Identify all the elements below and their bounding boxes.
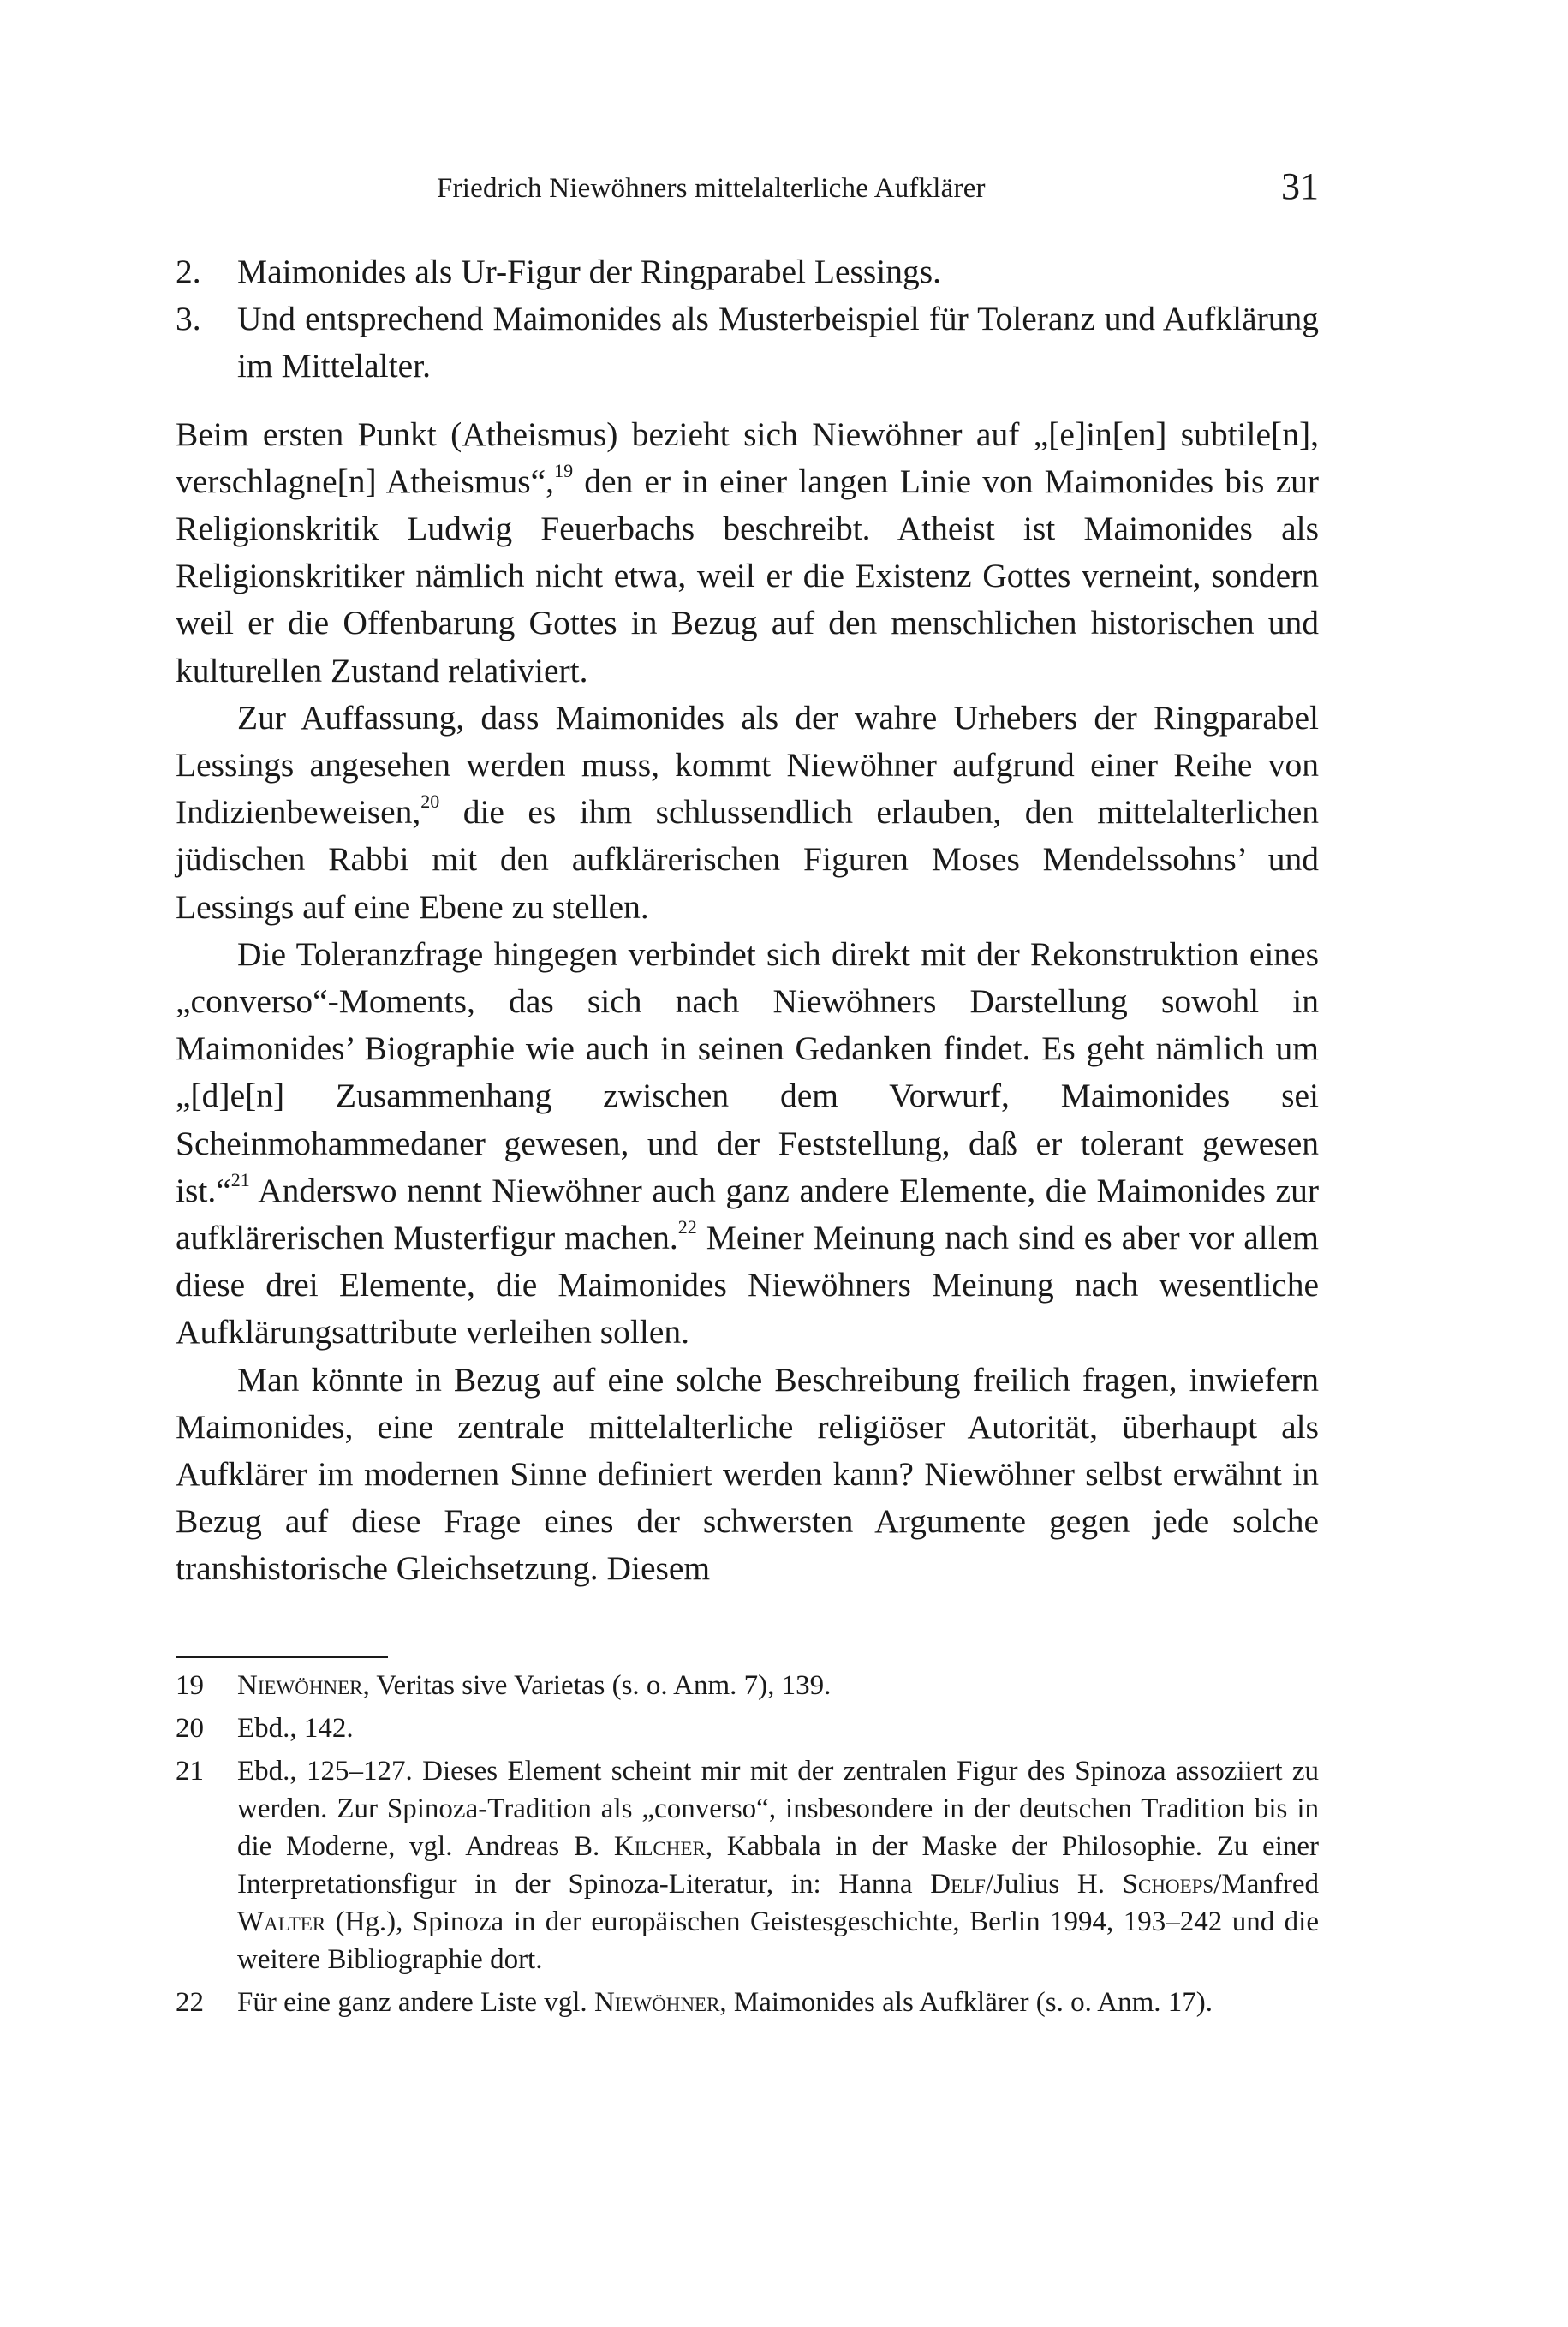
paragraph-text: den er in einer langen Linie von Maimonides bis zur Religionskritik Ludwig Feuerbachs beschreibt. Atheist ist Maimonides als Religionskritiker nämlich nicht etwa, weil er die Existenz Gottes verneint, sondern weil er die Offenbarung Gottes in Bezug auf den menschlichen historischen und kulturellen Zustand relativiert. bbox=[176, 462, 1320, 689]
paragraph-text: die es ihm schlussendlich erlauben, den mittelalterlichen jüdischen Rabbi mit den aufklärerischen Figuren Moses Mendelssohns’ und Lessings auf eine Ebene zu stellen. bbox=[176, 793, 1319, 926]
footnote-text bbox=[237, 1667, 1319, 1704]
author-name: Delf bbox=[930, 1869, 986, 1900]
footnote-rule bbox=[176, 1656, 388, 1658]
citation: /Julius H. bbox=[985, 1869, 1123, 1900]
citation: Für eine ganz andere Liste vgl. bbox=[237, 1987, 594, 2018]
paragraph-text: Anderswo nennt Niewöhner auch ganz andere Elemente, die Maimonides zur aufklärerischen Musterfigur machen. bbox=[176, 1171, 1319, 1257]
footnote-number: 21 bbox=[176, 1756, 204, 1787]
list-item-text: Und entsprechend Maimonides als Musterbeispiel für Toleranz und Aufklärung im Mittelalter. bbox=[237, 300, 1319, 385]
paragraph-atheism bbox=[176, 411, 1319, 695]
footnote-ref-20: 20 bbox=[420, 791, 440, 813]
paragraph-text: Beim ersten Punkt (Atheismus) bezieht sich Niewöhner auf „[e]in[en] subtile[n], verschlagne[n] Atheismus“, bbox=[176, 415, 1319, 500]
paragraph-text: Man könnte in Bezug auf eine solche Beschreibung freilich fragen, inwiefern Maimonides, eine zentrale mittelalterliche religiöser Autorität, überhaupt als Aufklärer im modernen Sinne definiert werden kann? Niewöhner selbst erwähnt in Bezug auf diese Frage eines der schwersten Argumente gegen jede solche transhistorische Gleichsetzung. Diesem bbox=[176, 1360, 1319, 1588]
footnote-20 bbox=[176, 1709, 1319, 1747]
author-name: Schoeps bbox=[1122, 1869, 1214, 1900]
author-name: Niewöhner bbox=[593, 1987, 720, 2018]
footnote-number: 22 bbox=[176, 1987, 204, 2018]
citation: , Kabbala in der Maske der Philosophie. Zu einer Interpretationsfigur in der Spinoza-Literatur, in: Hanna bbox=[237, 1831, 1319, 1900]
citation: , Maimonides als Aufklärer (s. o. Anm. 17). bbox=[719, 1987, 1213, 2018]
list-item-number: 2. bbox=[176, 253, 201, 290]
footnote-ref-19: 19 bbox=[554, 459, 574, 481]
footnote-ref-21: 21 bbox=[230, 1168, 250, 1190]
author-name: Niewöhner bbox=[237, 1670, 363, 1701]
footnote-text bbox=[237, 1984, 1319, 2021]
citation: , Veritas sive Varietas (s. o. Anm. 7), 139. bbox=[362, 1670, 832, 1701]
citation: (Hg.), Spinoza in der europäischen Geistesgeschichte, Berlin 1994, 193–242 und die weitere Bibliographie dort. bbox=[237, 1906, 1319, 1975]
footnote-22 bbox=[176, 1984, 1319, 2021]
footnote-ref-22: 22 bbox=[677, 1216, 697, 1238]
footnotes bbox=[176, 1667, 1319, 2026]
list-item-number: 3. bbox=[176, 300, 201, 338]
list-item-text: Maimonides als Ur-Figur der Ringparabel Lessings. bbox=[237, 253, 941, 290]
footnote-text bbox=[237, 1752, 1319, 1978]
author-name: Kilcher bbox=[613, 1831, 706, 1862]
list-item bbox=[176, 295, 1319, 390]
paragraph-text: Die Toleranzfrage hingegen verbindet sich direkt mit der Rekonstruktion eines „converso“-Moments, das sich nach Niewöhners Darstellung sowohl in Maimonides’ Biographie wie auch in seinen Gedanken findet. Es geht nämlich um „[d]e[n] Zusammenhang zwischen dem Vorwurf, Maimonides sei Scheinmohammedaner gewesen, und der Feststellung, daß er tolerant gewesen ist.“ bbox=[176, 934, 1319, 1209]
footnote-number: 19 bbox=[176, 1670, 204, 1701]
citation: Ebd., 125–127. Dieses Element scheint mir mit der zentralen Figur des Spinoza assoziiert zu werden. Zur Spinoza-Tradition als „converso“, insbesondere in der deutschen Tradition bis in die Moderne, vgl. Andreas B. bbox=[237, 1756, 1319, 1862]
running-title: Friedrich Niewöhners mittelalterliche Aufklärer bbox=[437, 173, 986, 204]
author-name: Walter bbox=[237, 1906, 326, 1937]
paragraph-toleranz bbox=[176, 931, 1319, 1357]
paragraph-text: Meiner Meinung nach sind es aber vor allem diese drei Elemente, die Maimonides Niewöhners Meinung nach wesentliche Aufklärungsattribute verleihen sollen. bbox=[176, 1219, 1319, 1351]
page-number: 31 bbox=[1281, 165, 1319, 207]
footnote-19 bbox=[176, 1667, 1319, 1704]
paragraph-frage bbox=[176, 1357, 1319, 1593]
footnote-text: Ebd., 142. bbox=[237, 1713, 354, 1744]
paragraph-ringparabel bbox=[176, 695, 1319, 931]
footnote-number: 20 bbox=[176, 1713, 204, 1744]
list-item bbox=[176, 248, 1319, 295]
paragraph-text: Zur Auffassung, dass Maimonides als der wahre Urhebers der Ringparabel Lessings angesehen werden muss, kommt Niewöhner aufgrund einer Reihe von Indizienbeweisen, bbox=[176, 698, 1319, 832]
footnote-21 bbox=[176, 1752, 1319, 1978]
main-text bbox=[176, 248, 1319, 1593]
citation: /Manfred bbox=[1213, 1869, 1319, 1900]
running-header bbox=[176, 164, 1319, 216]
